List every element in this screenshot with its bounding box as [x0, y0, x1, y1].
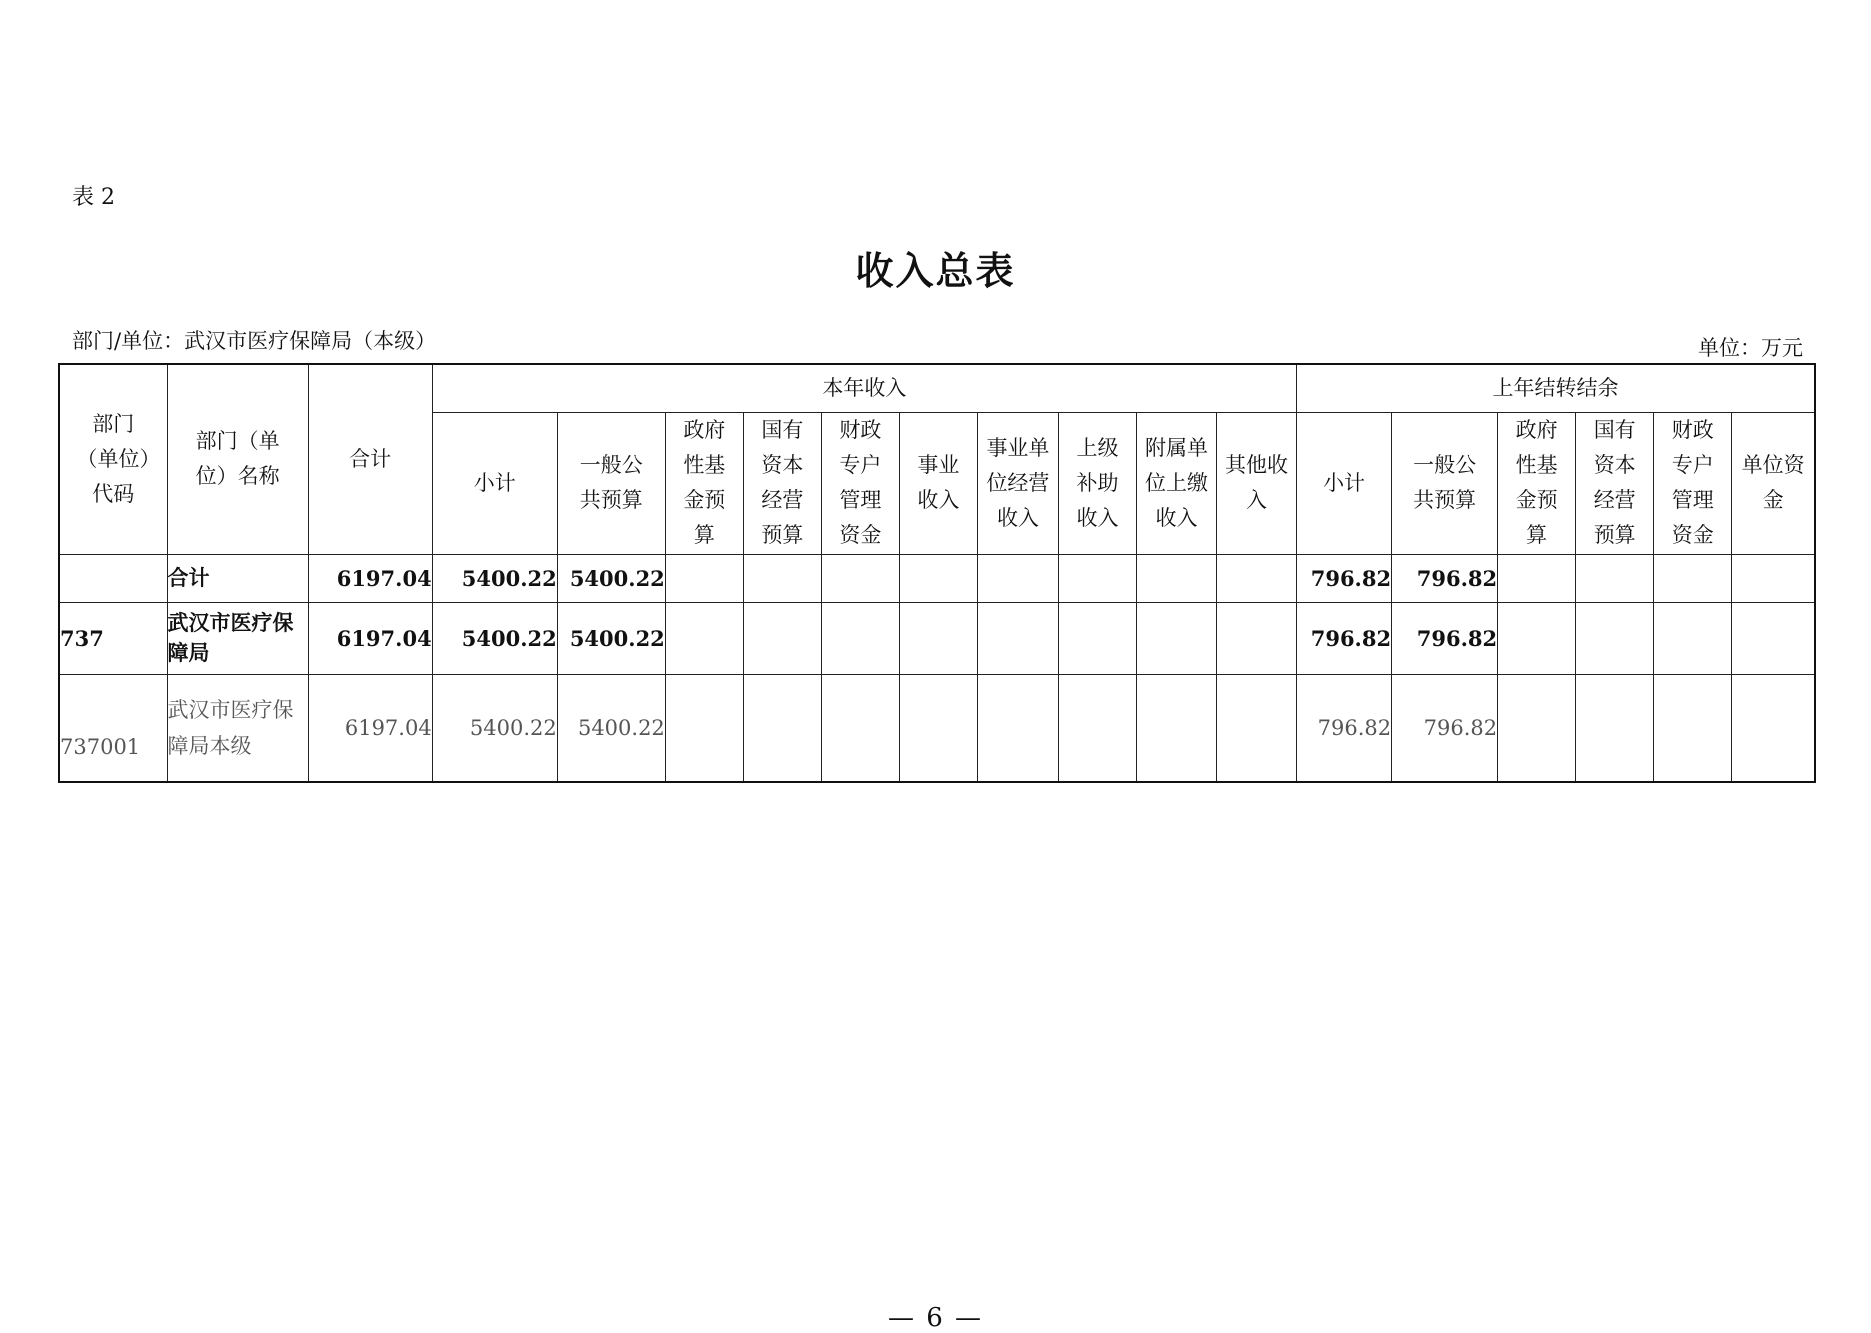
current-value-cell	[1058, 674, 1136, 782]
current-value-cell	[899, 674, 977, 782]
current-value-cell	[977, 554, 1058, 602]
current-value-cell	[665, 554, 743, 602]
header-carry-col: 政府性基金预算	[1498, 412, 1576, 554]
table-row	[59, 602, 1815, 674]
header-current-col: 一般公共预算	[557, 412, 665, 554]
current-value-cell	[821, 674, 899, 782]
header-carry-col: 财政专户管理资金	[1654, 412, 1732, 554]
current-value-cell	[1136, 602, 1216, 674]
current-value-cell	[1136, 674, 1216, 782]
header-carry-col: 国有资本经营预算	[1576, 412, 1654, 554]
current-value-cell	[665, 602, 743, 674]
header-current-col: 财政专户管理资金	[821, 412, 899, 554]
current-value-cell	[821, 554, 899, 602]
page-title: 收入总表	[855, 249, 1016, 293]
current-value-cell	[899, 554, 977, 602]
header-current-col: 其他收入	[1217, 412, 1297, 554]
current-value-cell	[821, 602, 899, 674]
dept-name-cell: 武汉市医疗保障局	[167, 602, 308, 674]
carry-value-cell	[1576, 602, 1654, 674]
current-value-cell	[1136, 554, 1216, 602]
current-value-cell	[743, 554, 821, 602]
carry-value-cell	[1576, 674, 1654, 782]
page-number: — 6 —	[887, 1303, 984, 1333]
unit-label: 单位：万元	[1698, 336, 1803, 360]
header-dept-code: 部门（单位）代码	[59, 364, 167, 554]
current-value-cell	[1217, 674, 1297, 782]
current-value-cell: 5400.22	[557, 674, 665, 782]
carry-value-cell	[1654, 554, 1732, 602]
current-value-cell: 5400.22	[432, 554, 557, 602]
header-total: 合计	[308, 364, 432, 554]
header-current-col: 小计	[432, 412, 557, 554]
header-current-col: 国有资本经营预算	[743, 412, 821, 554]
current-value-cell	[1058, 554, 1136, 602]
dept-code-cell: 737001	[59, 674, 167, 782]
current-value-cell	[743, 674, 821, 782]
carry-value-cell: 796.82	[1297, 602, 1392, 674]
carry-value-cell	[1654, 674, 1732, 782]
current-value-cell	[1217, 554, 1297, 602]
current-value-cell	[1058, 602, 1136, 674]
income-summary-table	[58, 363, 1816, 783]
dept-name-cell: 武汉市医疗保障局本级	[167, 674, 308, 782]
current-value-cell	[977, 674, 1058, 782]
header-group-carryover: 上年结转结余	[1297, 364, 1815, 412]
dept-code-cell	[59, 554, 167, 602]
department-label: 部门/单位：武汉市医疗保障局（本级）	[72, 329, 437, 353]
current-value-cell	[743, 602, 821, 674]
current-value-cell	[665, 674, 743, 782]
header-group-current-year: 本年收入	[432, 364, 1296, 412]
table-number: 表 2	[72, 185, 115, 210]
carry-value-cell: 796.82	[1392, 554, 1498, 602]
header-current-col: 附属单位上缴收入	[1136, 412, 1216, 554]
dept-name-cell: 合计	[167, 554, 308, 602]
header-carry-col: 一般公共预算	[1392, 412, 1498, 554]
current-value-cell	[899, 602, 977, 674]
carry-value-cell	[1576, 554, 1654, 602]
header-carry-col: 小计	[1297, 412, 1392, 554]
carry-value-cell: 796.82	[1297, 554, 1392, 602]
current-value-cell	[977, 602, 1058, 674]
current-value-cell: 5400.22	[432, 674, 557, 782]
current-value-cell	[1217, 602, 1297, 674]
current-value-cell: 5400.22	[557, 602, 665, 674]
carry-value-cell: 796.82	[1297, 674, 1392, 782]
carry-value-cell	[1654, 602, 1732, 674]
carry-value-cell	[1498, 554, 1576, 602]
table-row	[59, 674, 1815, 782]
carry-value-cell: 796.82	[1392, 674, 1498, 782]
current-value-cell: 5400.22	[432, 602, 557, 674]
header-current-col: 事业收入	[899, 412, 977, 554]
total-cell: 6197.04	[308, 554, 432, 602]
carry-value-cell	[1732, 554, 1815, 602]
carry-value-cell: 796.82	[1392, 602, 1498, 674]
current-value-cell: 5400.22	[557, 554, 665, 602]
table-row	[59, 554, 1815, 602]
carry-value-cell	[1498, 674, 1576, 782]
header-current-col: 政府性基金预算	[665, 412, 743, 554]
carry-value-cell	[1732, 674, 1815, 782]
carry-value-cell	[1732, 602, 1815, 674]
dept-code-cell: 737	[59, 602, 167, 674]
total-cell: 6197.04	[308, 602, 432, 674]
header-carry-col: 单位资金	[1732, 412, 1815, 554]
header-dept-name: 部门（单位）名称	[167, 364, 308, 554]
header-current-col: 上级补助收入	[1058, 412, 1136, 554]
header-current-col: 事业单位经营收入	[977, 412, 1058, 554]
carry-value-cell	[1498, 602, 1576, 674]
total-cell: 6197.04	[308, 674, 432, 782]
